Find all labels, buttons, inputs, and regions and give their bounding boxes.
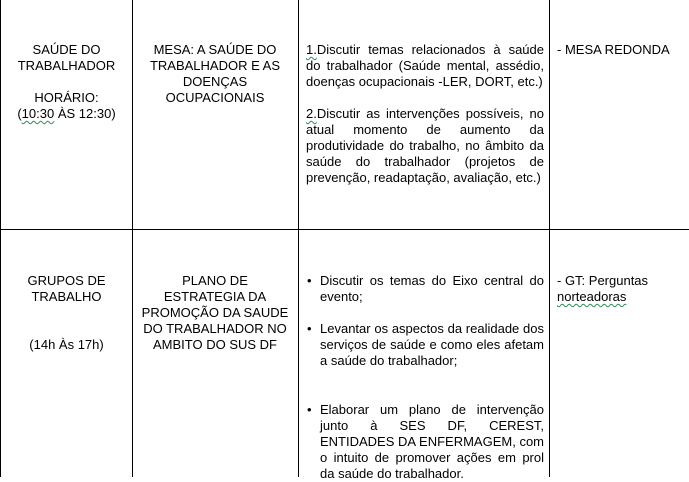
- session2-title-line1: GRUPOS DE: [27, 273, 106, 288]
- row1-session-cell: [4, 42, 129, 122]
- topic-line4: OCUPACIONAIS: [165, 90, 265, 105]
- bullet-item-3: • Elaborar um plano de intervenção junto à SES DF, CEREST, ENTIDADES DA ENFERMAGEM, com o intuito de promover ações em prol da saúde do trabalhador.: [307, 402, 544, 482]
- topic2-line1: PLANO DE: [182, 273, 248, 288]
- row1-topic-cell: [137, 42, 293, 106]
- column-divider-1: [132, 0, 133, 477]
- format2-underlined-word: norteadoras: [557, 289, 627, 304]
- format2-prefix: - GT: Perguntas: [557, 273, 649, 288]
- format-text: - MESA REDONDA: [557, 42, 670, 57]
- table-border-left: [0, 0, 1, 477]
- session2-time: (14h Às 17h): [29, 337, 104, 352]
- topic2-line3: PROMOÇÃO DA SAUDE: [141, 305, 289, 320]
- row-divider: [0, 229, 689, 230]
- objectives-bullet-list-3: [307, 402, 544, 482]
- topic2-line4: DO TRABALHADOR NO: [143, 321, 287, 336]
- topic-line2: TRABALHADOR E AS: [149, 58, 281, 73]
- session-title-line2: TRABALHADOR: [17, 58, 116, 73]
- objectives-bullet-list: [307, 273, 544, 305]
- objectives-bullet-list-2: [307, 321, 544, 369]
- row1-format-cell: [557, 42, 685, 58]
- session2-title-line2: TRABALHO: [31, 289, 102, 304]
- objective-item-2: 2.Discutir as intervenções possíveis, no atual momento de aumento da produtividade do trabalho, no âmbito da saúde do trabalhador (projetos de prevenção, readaptação, avaliação, etc.): [306, 106, 544, 185]
- column-divider-2: [298, 0, 299, 477]
- topic-line1: MESA: A SAÚDE DO: [153, 42, 277, 57]
- topic2-line5: AMBITO DO SUS DF: [153, 337, 277, 352]
- bullet-item-2: • Levantar os aspectos da realidade dos serviços de saúde e como eles afetam a saúde do trabalhador;: [307, 321, 544, 369]
- topic2-line2: ESTRATEGIA DA: [163, 289, 267, 304]
- row2-objectives-cell: [307, 273, 544, 482]
- topic-line3: DOENÇAS: [182, 74, 248, 89]
- horario-label: HORÁRIO:: [34, 90, 99, 105]
- row2-session-cell: [4, 273, 129, 353]
- row2-format-cell: [557, 273, 685, 305]
- objective-item-1: 1.Discutir temas relacionados à saúde do trabalhador (Saúde mental, assédio, doenças ocupacionais -LER, DORT, etc.): [306, 42, 544, 89]
- column-divider-3: [549, 0, 550, 477]
- bullet-item-1: • Discutir os temas do Eixo central do evento;: [307, 273, 544, 305]
- session-title-line1: SAÚDE DO: [32, 42, 101, 57]
- session-time: (10:30 ÀS 12:30): [17, 106, 116, 121]
- row1-objectives-cell: [306, 42, 544, 186]
- row2-topic-cell: [137, 273, 293, 353]
